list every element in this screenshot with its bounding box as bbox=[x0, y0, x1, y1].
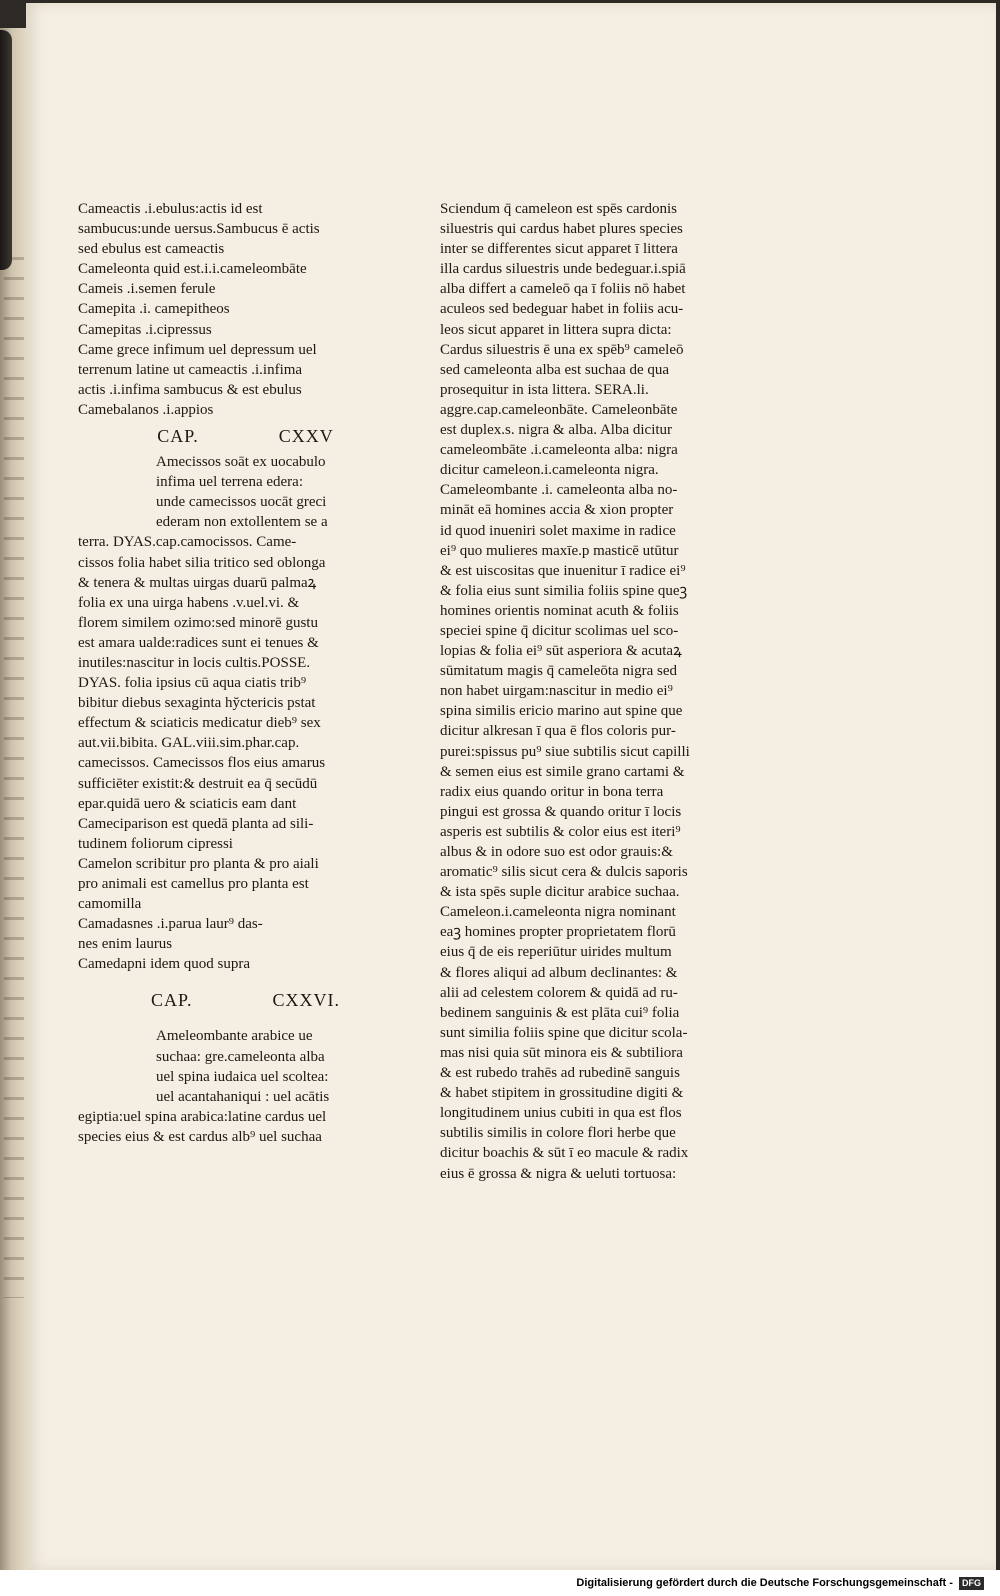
text-line: aut.vii.bibita. GAL.viii.sim.phar.cap. bbox=[78, 735, 300, 752]
text-line: & habet stipitem in grossitudine digiti & bbox=[440, 1085, 684, 1102]
text-line: sed cameleonta alba est suchaa de qua bbox=[440, 361, 670, 378]
text-line: folia ex una uirga habens .v.uel.vi. & bbox=[78, 594, 300, 611]
dfg-logo: DFG bbox=[959, 1577, 984, 1590]
text-line: nes enim laurus bbox=[78, 936, 173, 953]
text-line: actis .i.infima sambucus & est ebulus bbox=[78, 381, 302, 398]
text-line: Camepita .i. camepitheos bbox=[78, 301, 230, 318]
text-line: infima uel terrena edera: bbox=[156, 474, 303, 491]
chapter-heading-cxxv bbox=[78, 420, 383, 452]
text-line: Camadasnes .i.parua laur⁹ das- bbox=[78, 916, 263, 933]
text-line: terrenum latine ut cameactis .i.infima bbox=[78, 361, 303, 378]
text-line: & semen eius est simile grano cartami & bbox=[440, 763, 685, 780]
text-line: illa cardus siluestris unde bedeguar.i.spiā bbox=[440, 261, 686, 278]
text-line: sed ebulus est cameactis bbox=[78, 241, 225, 258]
text-line: & folia eius sunt similia foliis spine queꝫ bbox=[440, 582, 688, 599]
text-line: subtilis similis in colore flori herbe que bbox=[440, 1125, 676, 1142]
incunabula-page bbox=[26, 3, 996, 1570]
text-line: & flores aliqui ad album declinantes: & bbox=[440, 964, 678, 981]
text-line: suchaa: gre.cameleonta alba bbox=[156, 1048, 325, 1065]
chapter-number: CXXV bbox=[278, 426, 334, 447]
text-line: Camebalanos .i.appios bbox=[78, 401, 214, 418]
text-line: terra. DYAS.cap.camocissos. Came- bbox=[78, 534, 297, 551]
text-line: alba differt a cameleō qa ī foliis nō habet bbox=[440, 281, 686, 298]
text-line: est duplex.s. nigra & alba. Alba dicitur bbox=[440, 422, 673, 439]
text-line: & est uiscositas que inuenitur ī radice ei⁹ bbox=[440, 562, 686, 579]
text-line: cameleombāte .i.cameleonta alba: nigra bbox=[440, 442, 678, 459]
text-line: spina similis ericio marino aut spine que bbox=[440, 703, 683, 720]
text-line: alii ad celestem colorem & quidā ad ru- bbox=[440, 984, 678, 1001]
text-line: bibitur diebus sexaginta hy̆ctericis pstat bbox=[78, 695, 316, 712]
text-line: aggre.cap.cameleonbāte. Cameleonbāte bbox=[440, 401, 678, 418]
text-line: & est rubedo trahēs ad rubedinē sanguis bbox=[440, 1065, 680, 1082]
text-line: longitudinem unius cubiti in qua est flos bbox=[440, 1105, 682, 1122]
cap-label: CAP. bbox=[150, 990, 193, 1011]
text-line: Camedapni idem quod supra bbox=[78, 956, 251, 973]
text-line: uel acantahaniqui : uel acātis bbox=[156, 1088, 330, 1105]
text-line: species eius & est cardus alb⁹ uel suchaa bbox=[78, 1128, 322, 1145]
footer-credit-text: Digitalisierung gefördert durch die Deutsche Forschungsgemeinschaft - bbox=[576, 1577, 953, 1589]
text-line: Cameis .i.semen ferule bbox=[78, 281, 216, 298]
cap-label: CAP. bbox=[157, 426, 199, 447]
left-block-3 bbox=[78, 1107, 383, 1147]
text-line: sufficiēter existit:& destruit ea q̄ secūdū bbox=[78, 775, 318, 792]
text-line: prosequitur in ista littera. SERA.li. bbox=[440, 381, 649, 398]
digitization-footer bbox=[0, 1570, 1000, 1596]
book-binding bbox=[0, 30, 12, 270]
text-line: bedinem sanguinis & est plāta cui⁹ folia bbox=[440, 1004, 680, 1021]
text-line: inutiles:nascitur in locis cultis.POSSE. bbox=[78, 654, 311, 671]
text-line: inter se differentes sicut apparet ī littera bbox=[440, 241, 678, 258]
text-line: mināt eā homines accia & xion propter bbox=[440, 502, 674, 519]
left-block-2-indented bbox=[78, 452, 383, 532]
text-line: Cameciparison est quedā planta ad sili- bbox=[78, 815, 314, 832]
text-line: purei:spissus pu⁹ siue subtilis sicut capilli bbox=[440, 743, 690, 760]
text-line: tudinem foliorum cipressi bbox=[78, 835, 233, 852]
text-line: mas nisi quia sūt minora eis & subtiliora bbox=[440, 1044, 683, 1061]
text-line: aromatic⁹ silis sicut cera & dulcis saporis bbox=[440, 864, 688, 881]
text-line: uel spina iudaica uel scoltea: bbox=[156, 1068, 329, 1085]
text-line: ederam non extollentem se a bbox=[156, 514, 328, 531]
left-block-3-indented bbox=[78, 1026, 383, 1106]
text-line: eius ē grossa & nigra & ueluti tortuosa: bbox=[440, 1165, 677, 1182]
text-line: albus & in odore suo est odor grauis:& bbox=[440, 844, 673, 860]
text-line: eaꝫ homines propter proprietatem florū bbox=[440, 924, 676, 941]
text-line: est amara ualde:radices sunt ei tenues & bbox=[78, 634, 319, 651]
text-line: Cameleonta quid est.i.i.cameleombāte bbox=[78, 261, 307, 278]
text-line: aculeos sed bedeguar habet in foliis acu- bbox=[440, 301, 684, 318]
text-line: pro animali est camellus pro planta est bbox=[78, 876, 309, 892]
text-line: Cameactis .i.ebulus:actis id est bbox=[78, 201, 263, 217]
text-line: leos sicut apparet in littera supra dicta: bbox=[440, 321, 672, 338]
text-line: unde camecissos uocāt greci bbox=[156, 494, 327, 511]
text-line: homines orientis nominat acuth & foliis bbox=[440, 602, 679, 619]
text-line: Camelon scribitur pro planta & pro aiali bbox=[78, 855, 319, 872]
text-line: florem similem ozimo:sed minorē gustu bbox=[78, 614, 318, 631]
left-text-column bbox=[78, 199, 383, 1147]
text-line: non habet uirgam:nascitur in medio ei⁹ bbox=[440, 683, 673, 700]
text-line: Cameleon.i.cameleonta nigra nominant bbox=[440, 904, 676, 921]
chapter-number: CXXVI. bbox=[272, 990, 341, 1011]
text-line: Sciendum q̄ cameleon est spēs cardonis bbox=[440, 201, 678, 217]
text-line: lopias & folia ei⁹ sūt asperiora & acutaꝝ bbox=[440, 643, 682, 660]
chapter-heading-cxxvi bbox=[78, 984, 383, 1016]
text-line: speciei spine q̄ dicitur scolimas uel sco- bbox=[440, 622, 679, 639]
text-line: epar.quidā uero & sciaticis eam dant bbox=[78, 795, 297, 812]
text-line: effectum & sciaticis medicatur dieb⁹ sex bbox=[78, 715, 321, 732]
previous-page-text-fragment bbox=[4, 248, 24, 1298]
text-line: pingui est grossa & quando oritur ī locis bbox=[440, 803, 682, 820]
text-line: Cameleombante .i. cameleonta alba no- bbox=[440, 482, 678, 499]
right-text-column bbox=[440, 199, 740, 1184]
text-line: sunt similia foliis spine que dicitur scola- bbox=[440, 1024, 688, 1041]
text-line: asperis est subtilis & color eius est iteri⁹ bbox=[440, 823, 681, 840]
text-line: camomilla bbox=[78, 896, 142, 913]
text-line: & ista spēs suple dicitur arabice suchaa. bbox=[440, 884, 680, 901]
text-line: sambucus:unde uersus.Sambucus ē actis bbox=[78, 221, 320, 238]
text-line: siluestris qui cardus habet plures species bbox=[440, 221, 683, 238]
text-line: Came grece infimum uel depressum uel bbox=[78, 341, 317, 358]
text-line: egiptia:uel spina arabica:latine cardus uel bbox=[78, 1108, 327, 1125]
text-line: sūmitatum magis q̄ cameleōta nigra sed bbox=[440, 663, 678, 680]
text-line: dicitur boachis & sūt ī eo macule & radix bbox=[440, 1145, 689, 1162]
text-line: ei⁹ quo mulieres maxīe.p masticē utūtur bbox=[440, 542, 679, 559]
text-line: Camepitas .i.cipressus bbox=[78, 321, 212, 338]
text-line: radix eius quando oritur in bona terra bbox=[440, 783, 664, 800]
text-line: DYAS. folia ipsius cū aqua ciatis trib⁹ bbox=[78, 675, 307, 692]
left-block-2 bbox=[78, 532, 383, 974]
text-line: Cardus siluestris ē una ex spēb⁹ cameleō bbox=[440, 341, 684, 358]
text-line: eius q̄ de eis reperiūtur uirides multum bbox=[440, 944, 672, 961]
text-line: & tenera & multas uirgas duarū palmaꝝ bbox=[78, 574, 317, 591]
text-line: dicitur cameleon.i.cameleonta nigra. bbox=[440, 462, 659, 479]
right-block bbox=[440, 199, 740, 1184]
left-block-1 bbox=[78, 199, 383, 420]
text-line: Ameleombante arabice ue bbox=[156, 1028, 313, 1045]
text-line: Amecissos soāt ex uocabulo bbox=[156, 454, 326, 471]
text-line: cissos folia habet silia tritico sed oblonga bbox=[78, 554, 326, 571]
text-line: dicitur alkresan ī qua ē flos coloris pur- bbox=[440, 723, 676, 740]
text-line: camecissos. Camecissos flos eius amarus bbox=[78, 755, 326, 772]
text-line: id quod inueniri solet maxime in radice bbox=[440, 522, 676, 539]
